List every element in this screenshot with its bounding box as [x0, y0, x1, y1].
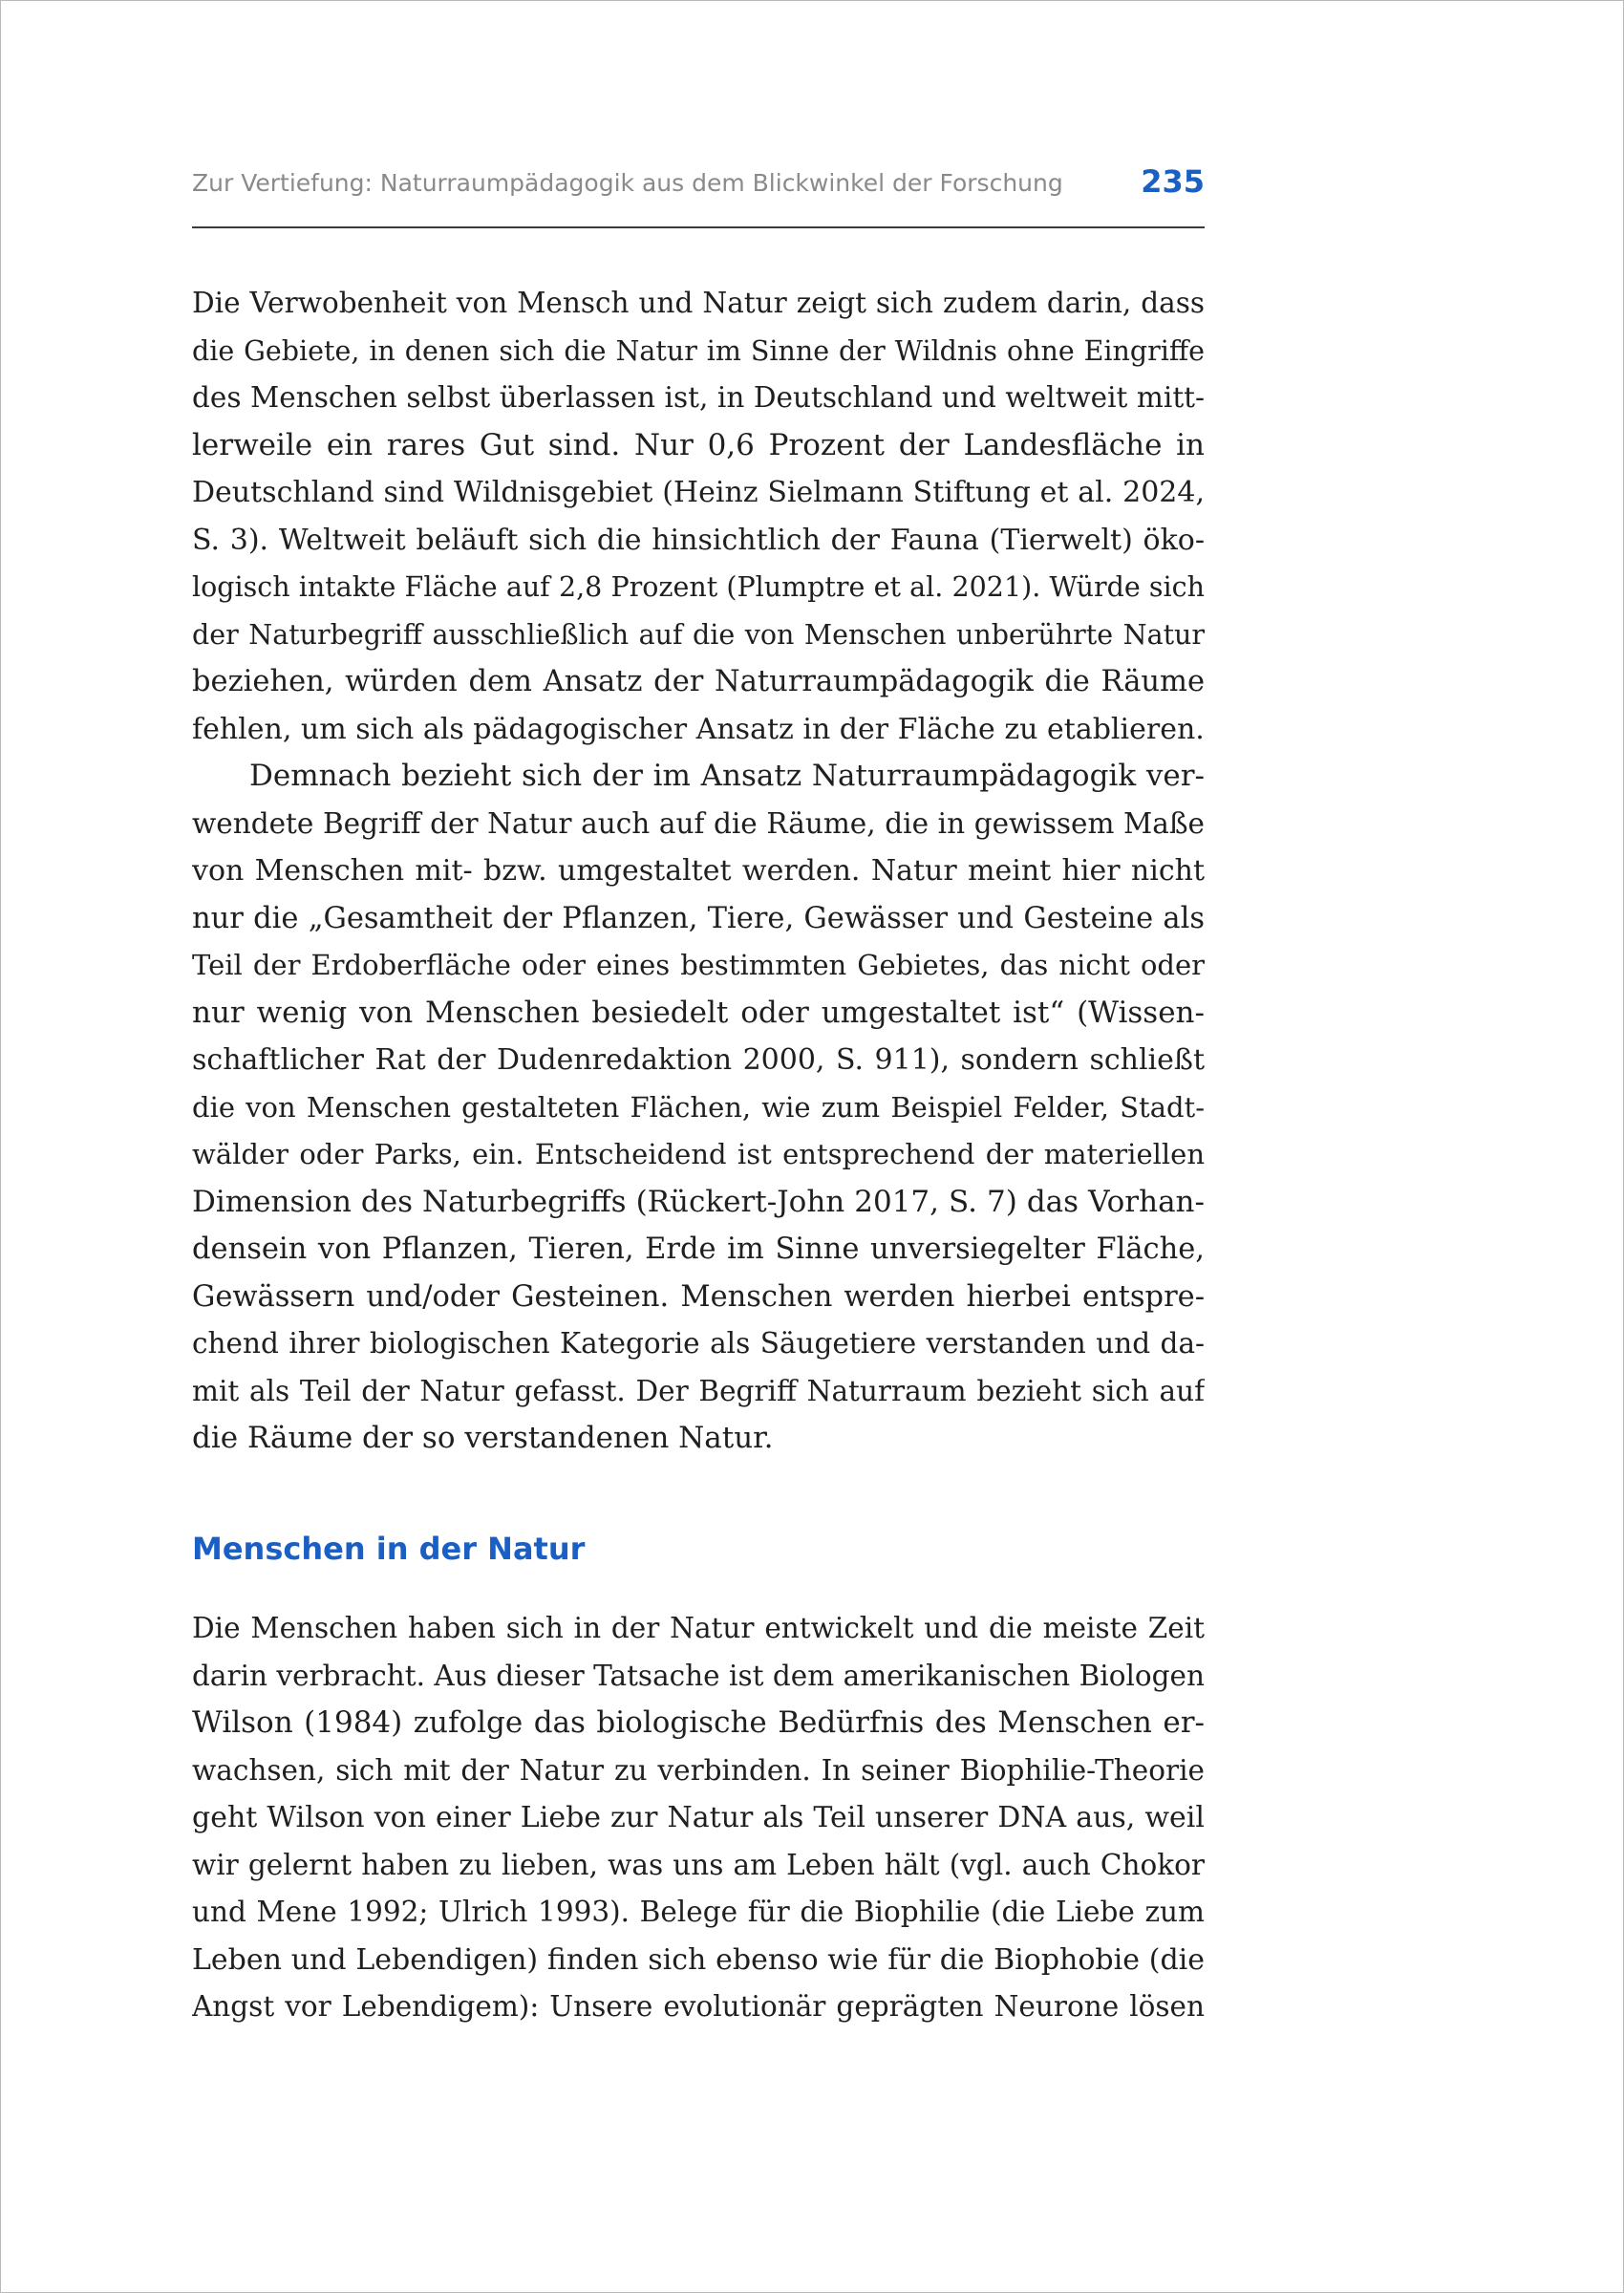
- text-line: S. 3). Weltweit beläuft sich die hinsichtlich der Fauna (Tierwelt) öko-: [192, 523, 1205, 557]
- text-line: Angst vor Lebendigem): Unsere evolutionär geprägten Neurone lösen: [192, 1990, 1205, 2023]
- text-line: Dimension des Naturbegriffs (Rückert-John 2017, S. 7) das Vorhan-: [192, 1184, 1205, 1219]
- text-line: wälder oder Parks, ein. Entscheidend ist entsprechend der materiellen: [192, 1138, 1205, 1170]
- text-line: Gewässern und/oder Gesteinen. Menschen werden hierbei entspre-: [192, 1279, 1205, 1314]
- text-line: Teil der Erdoberfläche oder eines bestimmten Gebietes, das nicht oder: [192, 949, 1205, 981]
- text-line: Leben und Lebendigen) finden sich ebenso wie für die Biophobie (die: [192, 1942, 1205, 1977]
- text-line: Wilson (1984) zufolge das biologische Bedürfnis des Menschen er-: [192, 1705, 1205, 1740]
- text-line: Die Menschen haben sich in der Natur entwickelt und die meiste Zeit: [192, 1612, 1205, 1644]
- text-line: und Mene 1992; Ulrich 1993). Belege für die Biophilie (die Liebe zum: [192, 1896, 1205, 1928]
- text-line: nur wenig von Menschen besiedelt oder umgestaltet ist“ (Wissen-: [192, 995, 1205, 1030]
- text-line: geht Wilson von einer Liebe zur Natur als Teil unserer DNA aus, weil: [192, 1801, 1205, 1834]
- text-line: beziehen, würden dem Ansatz der Naturraumpädagogik die Räume: [192, 665, 1205, 698]
- text-line: schaftlicher Rat der Dudenredaktion 2000, S. 911), sondern schließt: [192, 1043, 1205, 1077]
- text-line: mit als Teil der Natur gefasst. Der Begriff Naturraum bezieht sich auf: [192, 1374, 1205, 1407]
- text-line: der Naturbegriff ausschließlich auf die von Menschen unberührte Natur: [192, 618, 1205, 651]
- text-line: Die Verwobenheit von Mensch und Natur zeigt sich zudem darin, dass: [192, 287, 1205, 319]
- text-line: die Gebiete, in denen sich die Natur im Sinne der Wildnis ohne Eingriffe: [192, 334, 1205, 367]
- running-header: [192, 163, 1205, 228]
- text-line: von Menschen mit- bzw. umgestaltet werden. Natur meint hier nicht: [192, 854, 1205, 888]
- text-line: densein von Pflanzen, Tieren, Erde im Sinne unversiegelter Fläche,: [192, 1232, 1205, 1266]
- text-line: logisch intakte Fläche auf 2,8 Prozent (Plumptre et al. 2021). Würde sich: [192, 571, 1205, 603]
- text-line: fehlen, um sich als pädagogischer Ansatz in der Fläche zu etablieren.: [192, 712, 1205, 746]
- paragraph-verwobenheit: [192, 280, 1205, 1463]
- text-line: chend ihrer biologischen Kategorie als Säugetiere verstanden und da-: [192, 1327, 1205, 1360]
- paragraph-menschen-in-der-natur: [192, 1605, 1205, 2031]
- text-line: die Räume der so verstandenen Natur.: [192, 1421, 774, 1455]
- text-line: darin verbracht. Aus dieser Tatsache ist dem amerikanischen Biologen: [192, 1659, 1205, 1692]
- running-title: Zur Vertiefung: Naturraumpädagogik aus dem Blickwinkel der Forschung: [192, 169, 1063, 197]
- section-heading: Menschen in der Natur: [192, 1531, 586, 1567]
- text-line: Deutschland sind Wildnisgebiet (Heinz Sielmann Stiftung et al. 2024,: [192, 476, 1205, 509]
- text-line: wachsen, sich mit der Natur zu verbinden. In seiner Biophilie-Theorie: [192, 1753, 1205, 1787]
- text-line: Demnach bezieht sich der im Ansatz Naturraumpädagogik ver-: [249, 759, 1205, 793]
- text-line: wendete Begriff der Natur auch auf die Räume, die in gewissem Maße: [192, 806, 1205, 840]
- text-line: lerweile ein rares Gut sind. Nur 0,6 Prozent der Landesfläche in: [192, 427, 1205, 462]
- page-number: 235: [1141, 163, 1205, 200]
- text-line: wir gelernt haben zu lieben, was uns am Leben hält (vgl. auch Chokor: [192, 1848, 1205, 1881]
- text-line: des Menschen selbst überlassen ist, in Deutschland und weltweit mitt-: [192, 381, 1205, 414]
- text-line: die von Menschen gestalteten Flächen, wie zum Beispiel Felder, Stadt-: [192, 1090, 1205, 1124]
- text-line: nur die „Gesamtheit der Pflanzen, Tiere, Gewässer und Gesteine als: [192, 901, 1205, 935]
